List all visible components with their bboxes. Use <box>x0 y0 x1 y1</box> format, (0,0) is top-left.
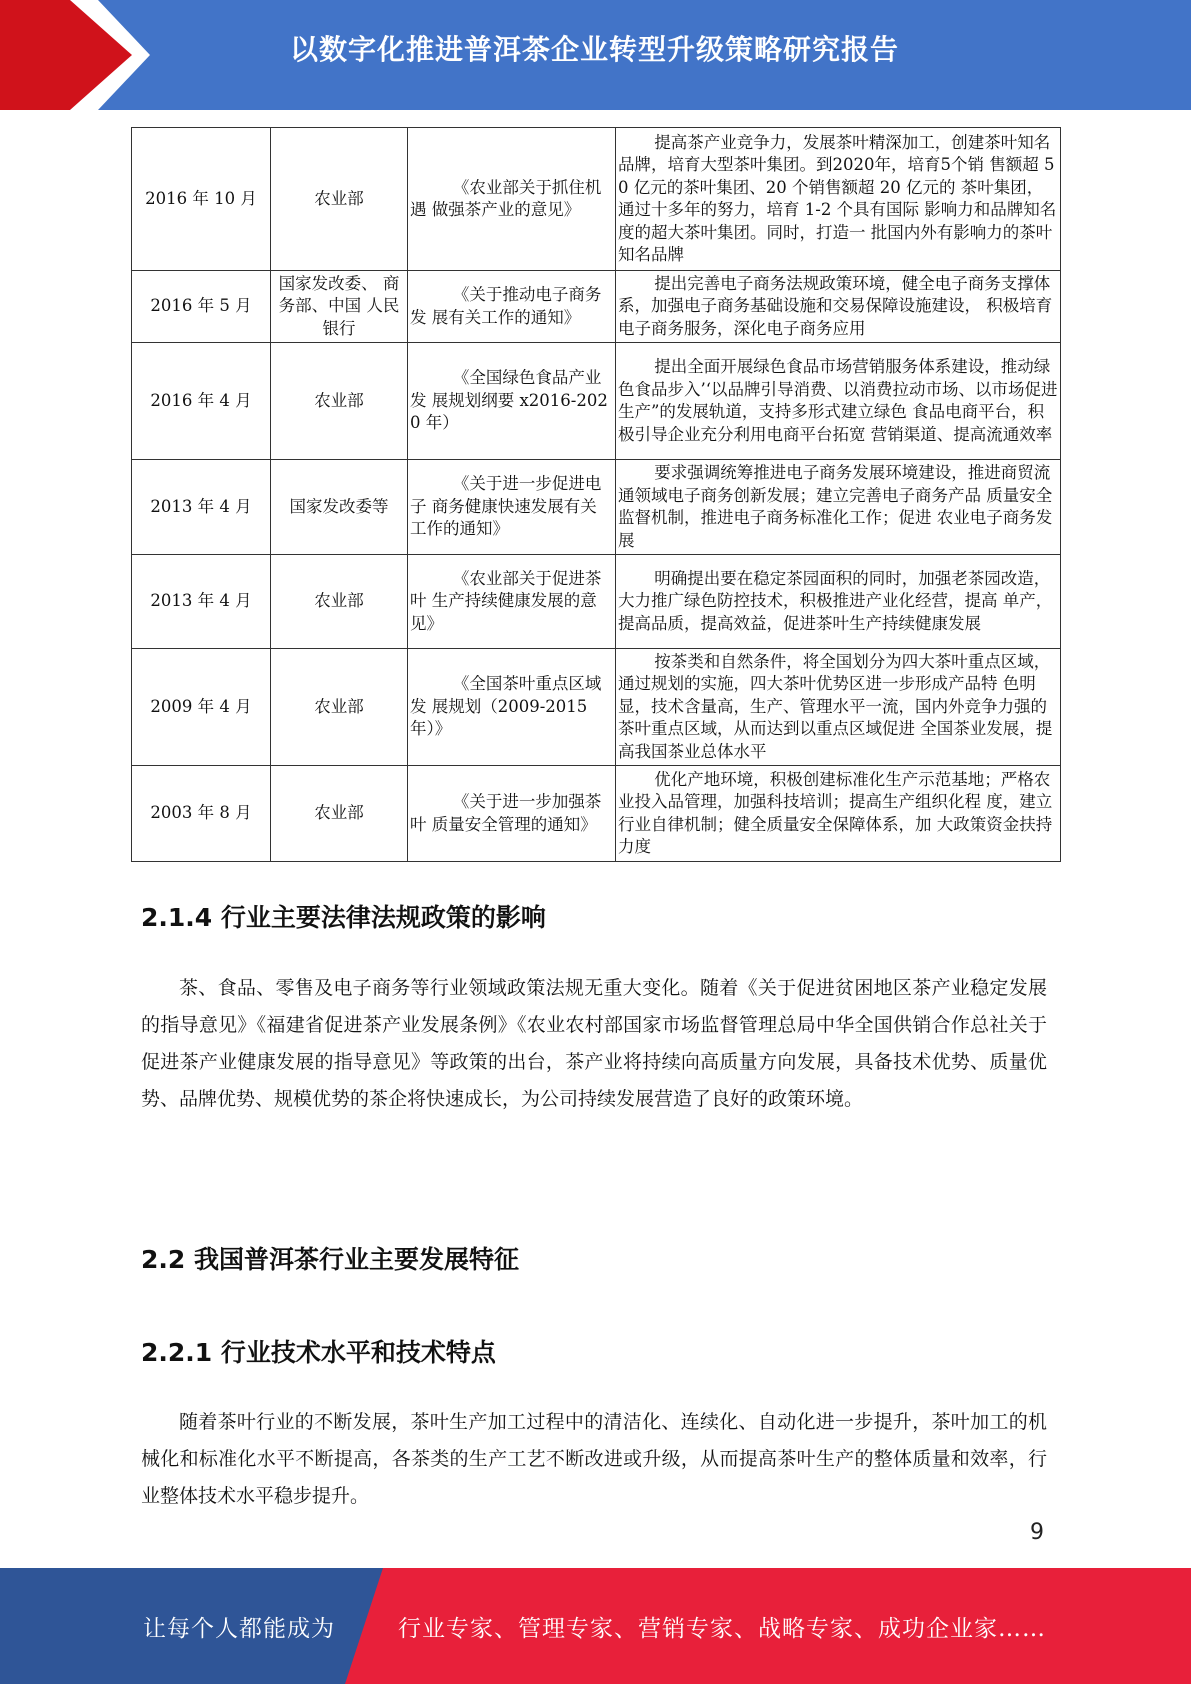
policy-document: 《全国绿色食品产业发 展规划纲要 x2016-2020 年） <box>408 343 616 460</box>
policy-content: 提出完善电子商务法规政策环境，健全电子商务支撑体系，加强电子商务基础设施和交易保障设施建设， 积极培育电子商务服务，深化电子商务应用 <box>616 271 1061 343</box>
page-header <box>0 0 1191 110</box>
policy-document: 《关于进一步促进电子 商务健康快速发展有关 工作的通知》 <box>408 460 616 555</box>
section-heading-2-2: 2.2 我国普洱茶行业主要发展特征 <box>141 1245 519 1274</box>
policy-content: 优化产地环境，积极创建标准化生产示范基地；严格农业投入品管理，加强科技培训；提高生产组织化程 度，建立行业自律机制；健全质量安全保障体系，加 大政策资金扶持力度 <box>616 766 1061 862</box>
section-heading-2-1-4: 2.1.4 行业主要法律法规政策的影响 <box>141 903 546 932</box>
policy-content: 明确提出要在稳定茶园面积的同时，加强老茶园改造， 大力推广绿色防控技术，积极推进产业化经营，提高 单产，提高品质，提高效益，促进茶叶生产持续健康发展 <box>616 555 1061 649</box>
policy-date: 2016 年 10 月 <box>132 128 271 271</box>
table-row <box>132 766 1061 862</box>
policy-department: 国家发改委等 <box>271 460 408 555</box>
section-paragraph-2-2-1: 随着茶叶行业的不断发展，茶叶生产加工过程中的清洁化、连续化、自动化进一步提升，茶叶加工的机械化和标准化水平不断提高，各茶类的生产工艺不断改进或升级，从而提高茶叶生产的整体质量和效率，行业整体技术水平稳步提升。 <box>141 1411 1047 1507</box>
table-row <box>132 649 1061 766</box>
section-paragraph-2-1-4: 茶、食品、零售及电子商务等行业领域政策法规无重大变化。随着《关于促进贫困地区茶产业稳定发展的指导意见》《福建省促进茶产业发展条例》《农业农村部国家市场监督管理总局中华全国供销合作总社关于促进茶产业健康发展的指导意见》等政策的出台，茶产业将持续向高质量方向发展，具备技术优势、质量优势、品牌优势、规模优势的茶企将快速成长，为公司持续发展营造了良好的政策环境。 <box>141 977 1047 1110</box>
section-heading-2-2-1: 2.2.1 行业技术水平和技术特点 <box>141 1338 496 1367</box>
policy-table <box>131 127 1061 862</box>
table-row <box>132 271 1061 343</box>
policy-department: 国家发改委、 商务部、中国 人民银行 <box>271 271 408 343</box>
policy-content: 要求强调统筹推进电子商务发展环境建设，推进商贸流通领域电子商务创新发展；建立完善电子商务产品 质量安全监督机制，推进电子商务标准化工作；促进 农业电子商务发展 <box>616 460 1061 555</box>
policy-document: 《关于进一步加强茶叶 质量安全管理的通知》 <box>408 766 616 862</box>
policy-date: 2016 年 5 月 <box>132 271 271 343</box>
footer-slogan-right: 行业专家、管理专家、营销专家、战略专家、成功企业家…… <box>398 1616 1046 1642</box>
policy-department: 农业部 <box>271 128 408 271</box>
policy-document: 《关于推动电子商务发 展有关工作的通知》 <box>408 271 616 343</box>
policy-document: 《农业部关于促进茶叶 生产持续健康发展的意 见》 <box>408 555 616 649</box>
policy-date: 2016 年 4 月 <box>132 343 271 460</box>
policy-date: 2013 年 4 月 <box>132 555 271 649</box>
policy-document: 《农业部关于抓住机遇 做强茶产业的意见》 <box>408 128 616 271</box>
policy-document: 《全国茶叶重点区域发 展规划（2009-2015年）》 <box>408 649 616 766</box>
page-number: 9 <box>1030 1520 1044 1545</box>
policy-date: 2003 年 8 月 <box>132 766 271 862</box>
policy-department: 农业部 <box>271 343 408 460</box>
footer-slogan-left: 让每个人都能成为 <box>143 1616 335 1642</box>
policy-department: 农业部 <box>271 649 408 766</box>
policy-date: 2013 年 4 月 <box>132 460 271 555</box>
policy-date: 2009 年 4 月 <box>132 649 271 766</box>
report-title: 以数字化推进普洱茶企业转型升级策略研究报告 <box>290 33 900 66</box>
policy-content: 按茶类和自然条件，将全国划分为四大茶叶重点区域， 通过规划的实施，四大茶叶优势区进一步形成产品特 色明显，技术含量高，生产、管理水平一流，国内外竞争力强的茶叶重点区域，从而达到以重点区域促进 全国茶业发展，提高我国茶业总体水平 <box>616 649 1061 766</box>
table-row <box>132 343 1061 460</box>
page-footer <box>0 1568 1191 1684</box>
table-row <box>132 460 1061 555</box>
table-row <box>132 555 1061 649</box>
policy-content: 提高茶产业竞争力，发展茶叶精深加工，创建茶叶知名品牌，培育大型茶叶集团。到2020年，培育5个销 售额超 50 亿元的茶叶集团、20 个销售额超 20 亿元的 茶叶集团，通过十多年的努力，培育 1-2 个具有国际 影响力和品牌知名度的超大茶叶集团。同时，打造一 批国内外有影响力的茶叶知名品牌 <box>616 128 1061 271</box>
policy-department: 农业部 <box>271 766 408 862</box>
table-row <box>132 128 1061 271</box>
policy-department: 农业部 <box>271 555 408 649</box>
policy-content: 提出全面开展绿色食品市场营销服务体系建设，推动绿色食品步入’‘以品牌引导消费、以消费拉动市场、以市场促进生产”的发展轨道，支持多形式建立绿色 食品电商平台，积极引导企业充分利用电商平台拓宽 营销渠道、提高流通效率 <box>616 343 1061 460</box>
